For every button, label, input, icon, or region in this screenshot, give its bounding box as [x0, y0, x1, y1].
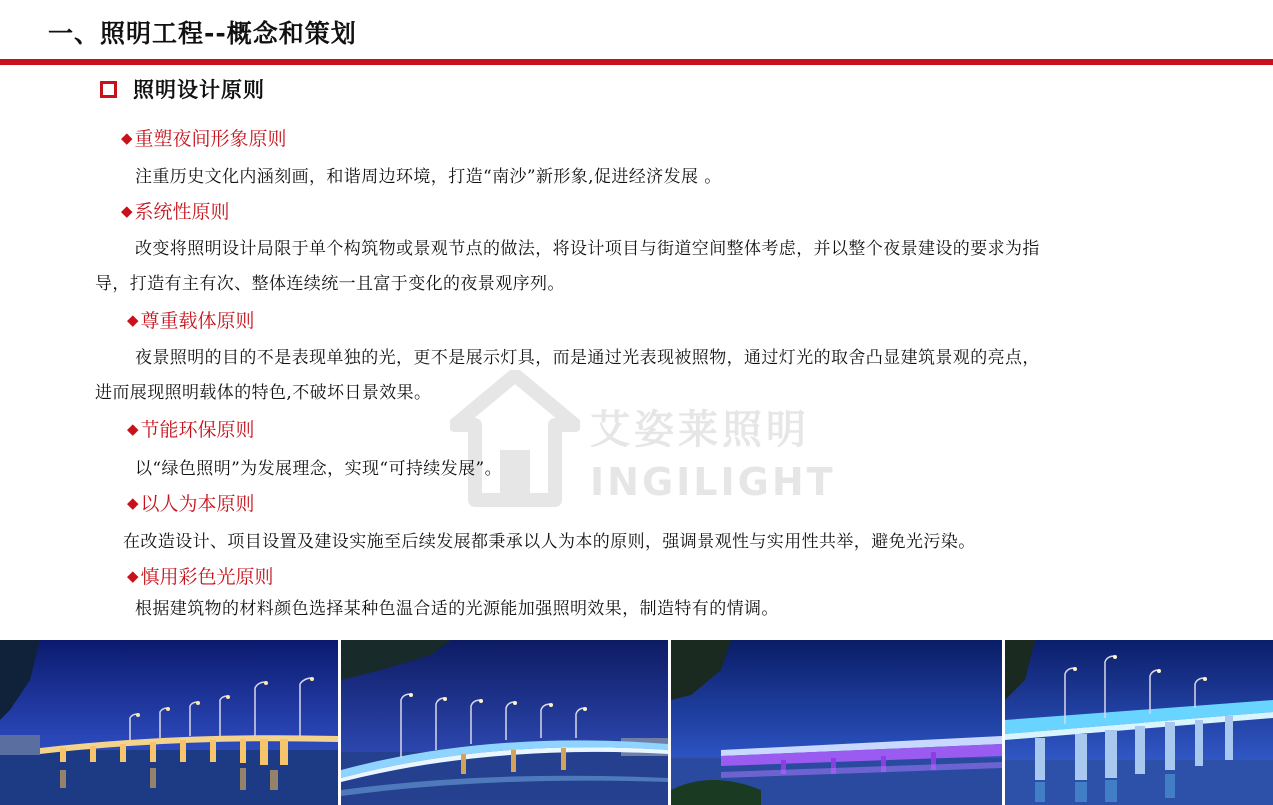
principle-body: 导，打造有主有次、整体连续统一且富于变化的夜景观序列。	[95, 274, 565, 294]
principle-heading	[127, 306, 255, 333]
principle-heading	[127, 562, 274, 589]
principle-heading-text: 系统性原则	[134, 201, 230, 223]
red-diamond-bullet-icon: ◆	[127, 493, 139, 512]
red-diamond-bullet-icon: ◆	[127, 419, 139, 438]
red-diamond-bullet-icon: ◆	[121, 128, 133, 147]
principle-body: 在改造设计、项目设置及建设实施至后续发展都秉承以人为本的原则，强调景观性与实用性共举，避免光污染。	[123, 532, 976, 552]
principle-body: 注重历史文化内涵刻画，和谐周边环境，打造“南沙”新形象,促进经济发展 。	[135, 167, 722, 187]
principle-heading-text: 节能环保原则	[140, 419, 255, 441]
principle-body: 进而展现照明载体的特色,不破坏日景效果。	[95, 383, 432, 403]
hollow-square-bullet-icon	[100, 81, 117, 98]
principle-heading-text: 慎用彩色光原则	[140, 566, 274, 588]
bridge-night-render-curved-arch	[341, 640, 668, 805]
principle-heading	[121, 197, 230, 224]
principle-body: 根据建筑物的材料颜色选择某种色温合适的光源能加强照明效果，制造特有的情调。	[135, 599, 779, 619]
principle-heading	[127, 415, 255, 442]
principle-heading	[121, 124, 287, 151]
section-heading	[100, 74, 265, 104]
watermark-brand-en: INGILIGHT	[590, 460, 836, 504]
red-diamond-bullet-icon: ◆	[121, 201, 133, 220]
page-title: 一、照明工程--概念和策划	[48, 19, 357, 48]
section-title: 照明设计原则	[133, 78, 265, 102]
house-logo-icon	[450, 370, 580, 510]
bridge-night-render-blue-piers	[1005, 640, 1273, 805]
principle-body: 夜景照明的目的不是表现单独的光，更不是展示灯具，而是通过光表现被照物，通过灯光的取舍凸显建筑景观的亮点，	[135, 348, 1040, 368]
principle-heading-text: 尊重载体原则	[140, 310, 255, 332]
principle-body: 以“绿色照明”为发展理念，实现“可持续发展”。	[135, 459, 502, 479]
watermark-brand-cn: 艾姿莱照明	[590, 407, 810, 453]
principle-heading-text: 以人为本原则	[140, 493, 255, 515]
photo-strip	[0, 640, 1273, 805]
watermark	[450, 370, 850, 510]
red-diamond-bullet-icon: ◆	[127, 310, 139, 329]
bridge-night-render-warm-lights	[0, 640, 338, 805]
title-divider	[0, 59, 1273, 65]
principle-body: 改变将照明设计局限于单个构筑物或景观节点的做法，将设计项目与街道空间整体考虑，并以整个夜景建设的要求为指	[135, 239, 1040, 259]
principle-heading	[127, 489, 255, 516]
red-diamond-bullet-icon: ◆	[127, 566, 139, 585]
principle-heading-text: 重塑夜间形象原则	[134, 128, 287, 150]
bridge-night-render-purple-lights	[671, 640, 1002, 805]
